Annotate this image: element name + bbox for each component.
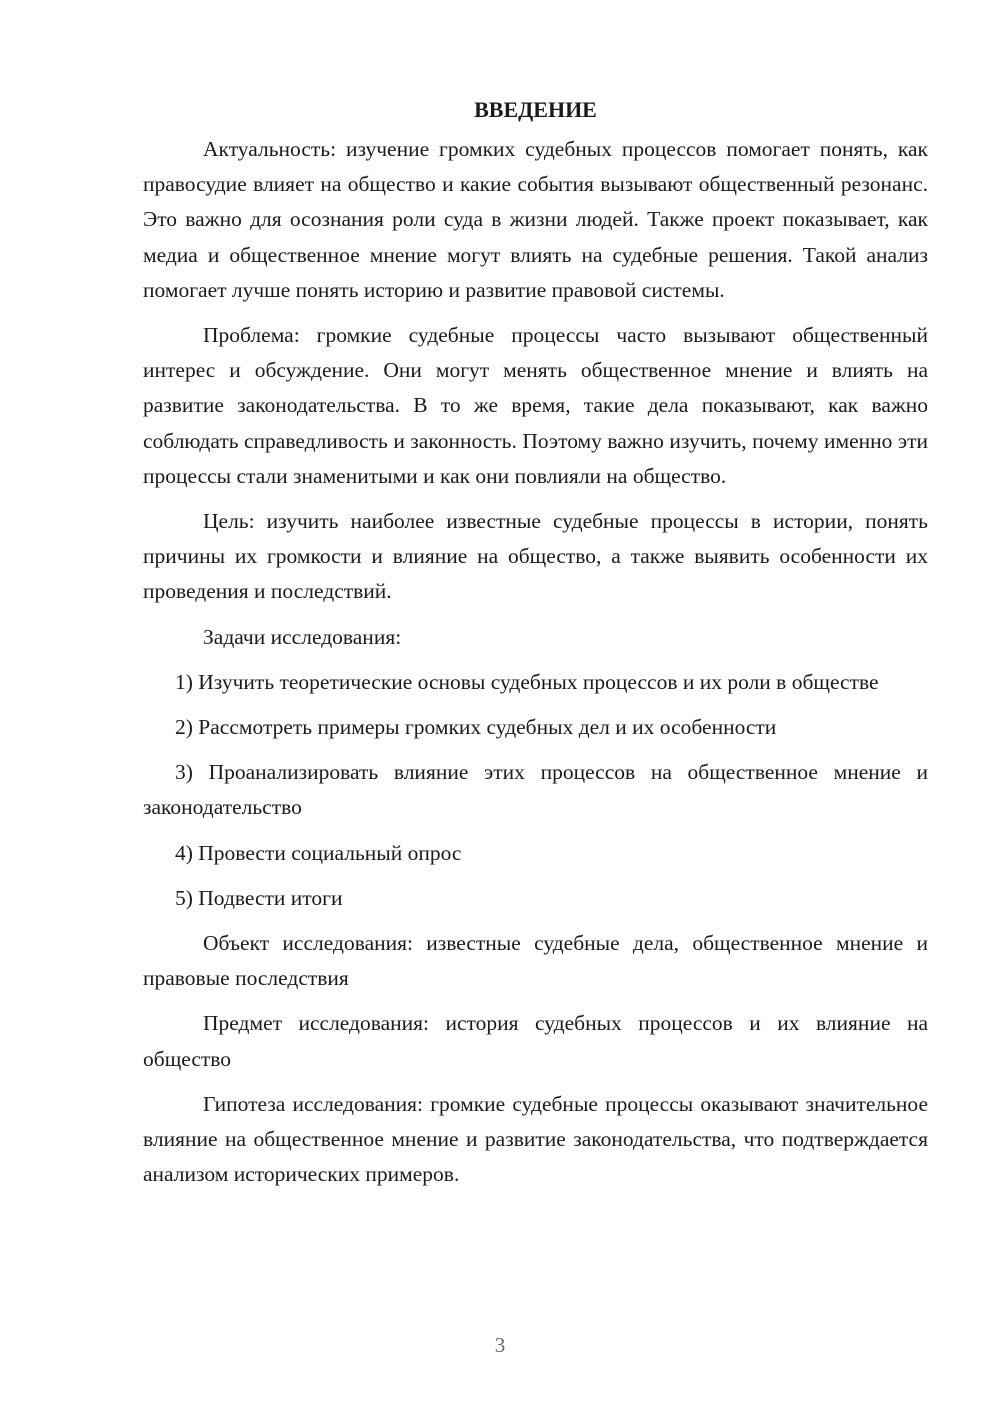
page-title: ВВЕДЕНИЕ — [474, 97, 597, 122]
paragraph-subject: Предмет исследования: история судебных процессов и их влияние на общество — [143, 1011, 928, 1071]
paragraph-goal: Цель: изучить наиболее известные судебные процессы в истории, понять причины их громкости и влияние на общество, а также выявить особенности их проведения и последствий. — [143, 509, 928, 604]
paragraph-relevance: Актуальность: изучение громких судебных процессов помогает понять, как правосудие влияет на общество и какие события вызывают общественный резонанс. Это важно для осознания роли суда в жизни людей. Также проект показывает, как медиа и общественное мнение могут влиять на судебные решения. Такой анализ помогает лучше понять историю и развитие правовой системы. — [143, 137, 928, 302]
page-number: 3 — [494, 1333, 506, 1357]
paragraph-object: Объект исследования: известные судебные дела, общественное мнение и правовые последствия — [143, 931, 928, 991]
task-item-4: 4) Провести социальный опрос — [175, 840, 462, 865]
task-item-5: 5) Подвести итоги — [175, 885, 343, 910]
paragraph-hypothesis: Гипотеза исследования: громкие судебные процессы оказывают значительное влияние на общественное мнение и развитие законодательства, что подтверждается анализом исторических примеров. — [143, 1091, 928, 1187]
paragraph-problem: Проблема: громкие судебные процессы часто вызывают общественный интерес и обсуждение. Они могут менять общественное мнение и влиять на развитие законодательства. В то же время, такие дела показывают, как важно соблюдать справедливость и законность. Поэтому важно изучить, почему именно эти процессы стали знаменитыми и как они повлияли на общество. — [143, 323, 928, 488]
tasks-heading: Задачи исследования: — [203, 624, 402, 649]
task-item-3: 3) Проанализировать влияние этих процессов на общественное мнение и законодательство — [143, 760, 928, 820]
task-item-2: 2) Рассмотреть примеры громких судебных дел и их особенности — [175, 715, 777, 740]
document-page — [143, 90, 928, 1202]
task-item-1: 1) Изучить теоретические основы судебных процессов и их роли в обществе — [175, 669, 879, 694]
